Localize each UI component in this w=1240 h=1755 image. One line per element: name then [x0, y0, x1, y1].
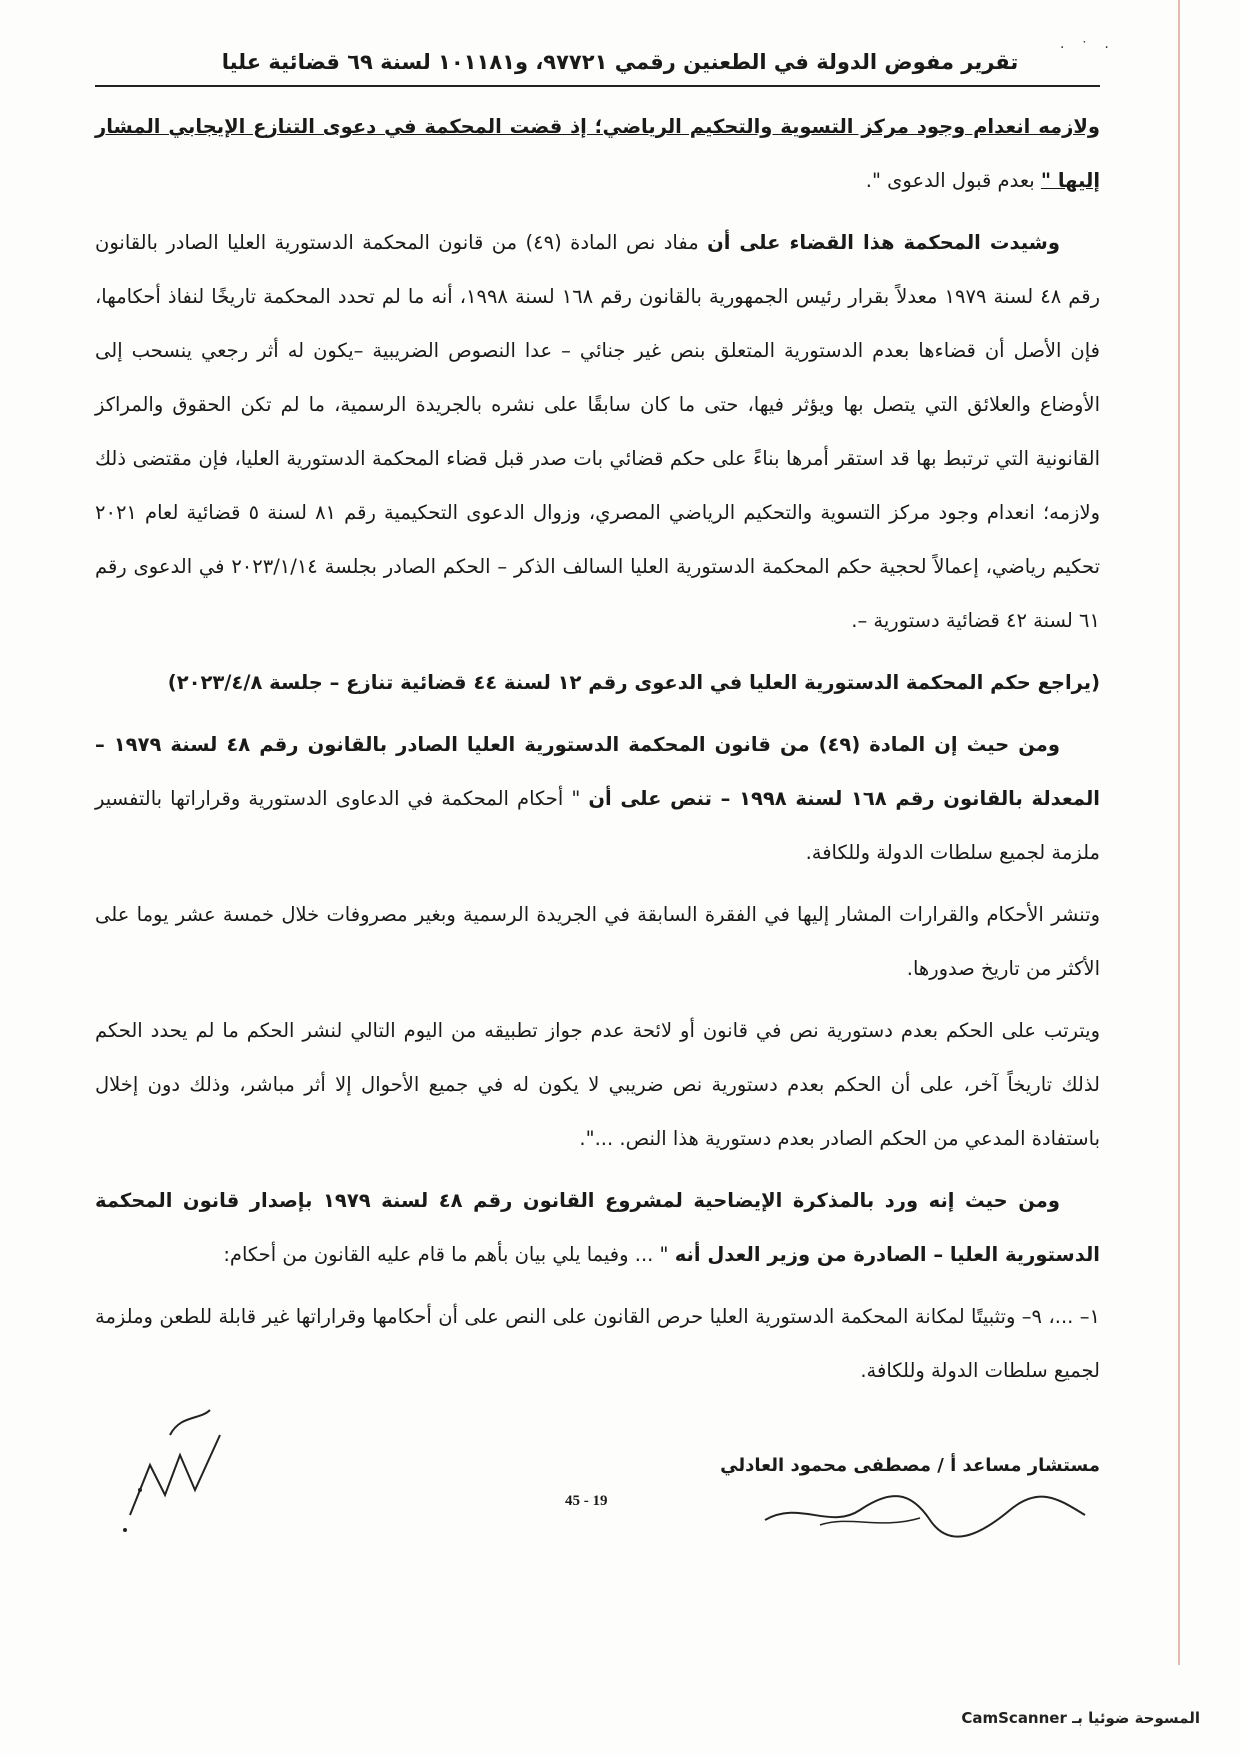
- paragraph-4-bold: ومن حيث إن المادة (٤٩) من قانون المحكمة الدستورية العليا الصادر بالقانون رقم ٤٨ لسنة ١٩٧٩ – المعدلة بالقانون رقم ١٦٨ لسنة ١٩٩٨ – تنص على أن: [95, 733, 1100, 810]
- paragraph-7-bold: ومن حيث إنه ورد بالمذكرة الإيضاحية لمشروع القانون رقم ٤٨ لسنة ١٩٧٩ بإصدار قانون المحكمة الدستورية العليا – الصادرة من وزير العدل أنه: [95, 1189, 1100, 1266]
- corner-marks: · ˙ ·: [1060, 40, 1115, 56]
- paragraph-6: ويترتب على الحكم بعدم دستورية نص في قانون أو لائحة عدم جواز تطبيقه من اليوم التالي لنشر الحكم ما لم يحدد الحكم لذلك تاريخاً آخر، على أن الحكم بعدم دستورية نص ضريبي لا يكون له في جميع الأحوال إلا أثر مباشر، وذلك دون إخلال باستفادة المدعي من الحكم الصادر بعدم دستورية هذا النص. ...".: [95, 1019, 1100, 1150]
- signer-title: مستشار مساعد أ / مصطفى محمود العادلي: [720, 1455, 1100, 1476]
- margin-line: [1178, 0, 1180, 1665]
- paragraph-2: [95, 216, 1100, 648]
- document-body: [95, 100, 1100, 1406]
- paragraph-5: وتنشر الأحكام والقرارات المشار إليها في الفقرة السابقة في الجريدة الرسمية وبغير مصروفات خلال خمسة عشر يوما على الأكثر من تاريخ صدورها.: [95, 903, 1100, 980]
- camscanner-watermark: المسوحة ضوئيا بـ CamScanner: [961, 1709, 1200, 1727]
- header-rule: [95, 85, 1100, 87]
- paragraph-2-rest: مفاد نص المادة (٤٩) من قانون المحكمة الدستورية العليا الصادر بالقانون رقم ٤٨ لسنة ١٩٧٩ معدلاً بقرار رئيس الجمهورية بالقانون رقم ١٦٨ لسنة ١٩٩٨، أنه ما لم تحدد المحكمة تاريخًا لنفاذ أحكامها، فإن الأصل أن قضاءها بعدم الدستورية المتعلق بنص غير جنائي – عدا النصوص الضريبية –يكون له أثر رجعي ينسحب إلى الأوضاع والعلائق التي يتصل بها ويؤثر فيها، حتى ما كان سابقًا على نشره بالجريدة الرسمية، ما لم تكن الحقوق والمراكز القانونية التي ترتبط بها قد استقر أمرها بناءً على حكم قضائي بات صدر قبل قضاء المحكمة الدستورية العليا، فإن مقتضى ذلك ولازمه؛ انعدام وجود مركز التسوية والتحكيم الرياضي المصري، وزوال الدعوى التحكيمية رقم ٨١ لسنة ٥ قضائية لعام ٢٠٢١ تحكيم رياضي، إعمالاً لحجية حكم المحكمة الدستورية العليا السالف الذكر – الحكم الصادر بجلسة ٢٠٢٣/١/١٤ في الدعوى رقم ٦١ لسنة ٤٢ قضائية دستورية –.: [95, 231, 1100, 632]
- signature-left: [110, 1395, 240, 1545]
- paragraph-7-rest: " ... وفيما يلي بيان بأهم ما قام عليه القانون من أحكام:: [223, 1243, 675, 1266]
- paragraph-1-rest: بعدم قبول الدعوى ".: [865, 169, 1041, 192]
- paragraph-3-citation: (يراجع حكم المحكمة الدستورية العليا في الدعوى رقم ١٢ لسنة ٤٤ قضائية تنازع – جلسة ٢٠٢٣/٤/٨): [167, 671, 1100, 694]
- paragraph-8: ١– ...، ٩– وتثبيتًا لمكانة المحكمة الدستورية العليا حرص القانون على النص على أن أحكامها وقراراتها غير قابلة للطعن وملزمة لجميع سلطات الدولة وللكافة.: [95, 1305, 1100, 1382]
- paragraph-7: [95, 1174, 1100, 1282]
- paragraph-2-bold: وشيدت المحكمة هذا القضاء على أن: [707, 231, 1060, 254]
- page-number: 45 - 19: [565, 1493, 608, 1509]
- page-footer: [95, 1455, 1100, 1575]
- paragraph-1-bold: ولازمه انعدام وجود مركز التسوية والتحكيم الرياضي؛ إذ قضت المحكمة في دعوى التنازع الإيجابي المشار إليها ": [95, 115, 1100, 192]
- paragraph-1: [95, 100, 1100, 208]
- paragraph-4: [95, 718, 1100, 880]
- signature-right: [760, 1480, 1090, 1540]
- page-header: تقرير مفوض الدولة في الطعنين رقمي ٩٧٧٢١، و١٠١١٨١ لسنة ٦٩ قضائية عليا: [221, 50, 1019, 74]
- paragraph-4-rest: " أحكام المحكمة في الدعاوى الدستورية وقراراتها بالتفسير ملزمة لجميع سلطات الدولة وللكافة.: [95, 787, 1100, 864]
